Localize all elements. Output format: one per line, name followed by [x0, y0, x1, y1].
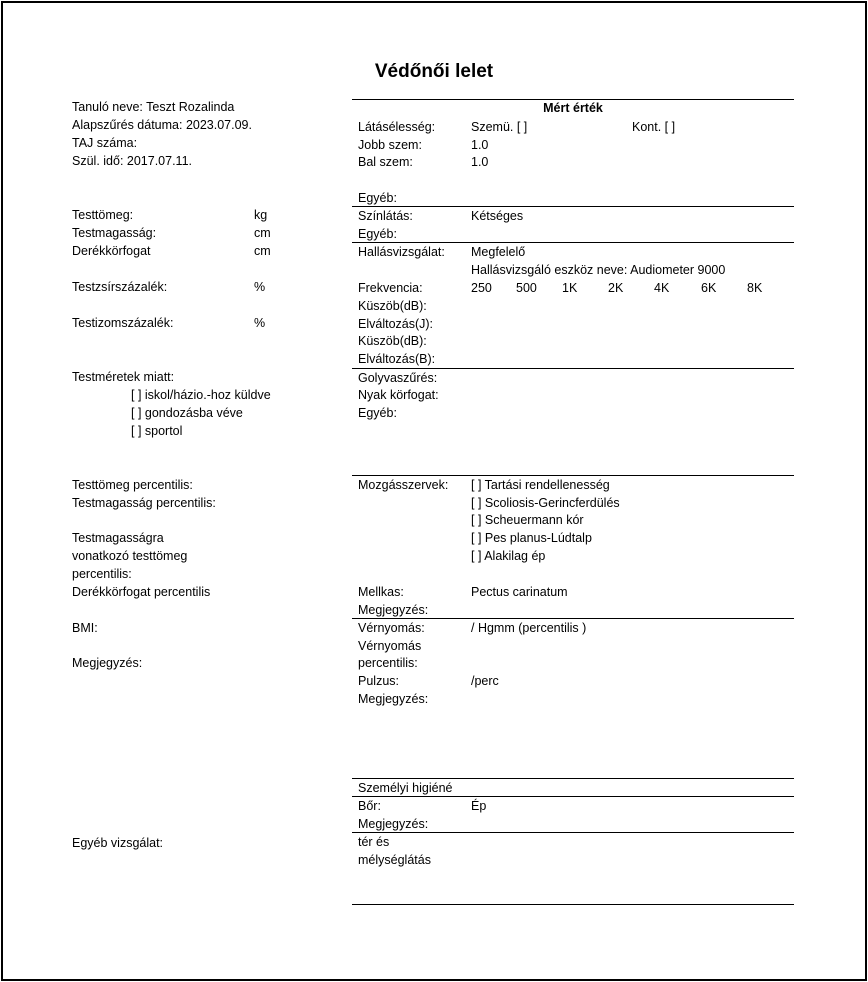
musculo-option: [ ] Tartási rendellenesség [471, 478, 610, 492]
other-exam-label: Egyéb vizsgálat: [72, 836, 164, 850]
wfh-percentile-line: vonatkozó testtömeg [72, 549, 188, 563]
musculo-option: [ ] Scoliosis-Gerincferdülés [471, 496, 620, 510]
weight-unit: kg [254, 208, 268, 222]
fat-unit: % [254, 280, 266, 294]
frequency-250: 250 [471, 281, 492, 295]
chest-label: Mellkas: [358, 585, 404, 599]
note-label: Megjegyzés: [72, 656, 143, 670]
depth-vision-line: mélységlátás [358, 853, 431, 867]
color-vision-value: Kétséges [471, 209, 524, 223]
waist-label: Derékkörfogat [72, 244, 151, 258]
frequency-4k: 4K [654, 281, 670, 295]
body-size-option: [ ] gondozásba véve [131, 406, 243, 420]
vision-contact: Kont. [ ] [632, 120, 676, 134]
birth-date: Szül. idő: 2017.07.11. [72, 154, 192, 168]
divider [352, 618, 794, 619]
waist-percentile: Derékkörfogat percentilis [72, 585, 211, 599]
body-size-heading: Testméretek miatt: [72, 370, 175, 384]
body-size-option: [ ] iskol/házio.-hoz küldve [131, 388, 271, 402]
weight-percentile: Testtömeg percentilis: [72, 478, 193, 492]
vision-other: Egyéb: [358, 191, 397, 205]
skin-note: Megjegyzés: [358, 817, 429, 831]
change-left: Elváltozás(B): [358, 352, 436, 366]
hearing-value: Megfelelő [471, 245, 526, 259]
pulse-value: /perc [471, 674, 499, 688]
divider [352, 796, 794, 797]
divider [352, 99, 794, 100]
muscle-unit: % [254, 316, 266, 330]
pulse-label: Pulzus: [358, 674, 399, 688]
threshold-right: Küszöb(dB): [358, 299, 427, 313]
body-size-option: [ ] sportol [131, 424, 183, 438]
right-eye-value: 1.0 [471, 138, 489, 152]
neck-label: Nyak körfogat: [358, 388, 439, 402]
depth-vision-line: tér és [358, 835, 390, 849]
wfh-percentile-line: percentilis: [72, 567, 132, 581]
chest-value: Pectus carinatum [471, 585, 568, 599]
weight-label: Testtömeg: [72, 208, 134, 222]
divider [352, 242, 794, 243]
fat-label: Testzsírszázalék: [72, 280, 168, 294]
color-vision-other: Egyéb: [358, 227, 397, 241]
frequency-label: Frekvencia: [358, 281, 423, 295]
wfh-percentile-line: Testmagasságra [72, 531, 164, 545]
left-eye-value: 1.0 [471, 155, 489, 169]
hygiene-heading: Személyi higiéné [358, 781, 453, 795]
vision-glasses: Szemü. [ ] [471, 120, 528, 134]
divider [352, 778, 794, 779]
right-eye-label: Jobb szem: [358, 138, 422, 152]
bp-percentile-line: Vérnyomás [358, 639, 422, 653]
height-percentile: Testmagasság percentilis: [72, 496, 216, 510]
blood-pressure-value: / Hgmm (percentilis ) [471, 621, 587, 635]
goiter-label: Golyvaszűrés: [358, 371, 438, 385]
frequency-1k: 1K [562, 281, 578, 295]
bmi-label: BMI: [72, 621, 98, 635]
screening-date: Alapszűrés dátuma: 2023.07.09. [72, 118, 252, 132]
musculo-option: [ ] Alakilag ép [471, 549, 546, 563]
divider [352, 368, 794, 369]
frequency-6k: 6K [701, 281, 717, 295]
color-vision-label: Színlátás: [358, 209, 413, 223]
musculo-option: [ ] Scheuermann kór [471, 513, 584, 527]
left-eye-label: Bal szem: [358, 155, 413, 169]
frequency-8k: 8K [747, 281, 763, 295]
goiter-other: Egyéb: [358, 406, 397, 420]
threshold-left: Küszöb(dB): [358, 334, 427, 348]
blood-pressure-label: Vérnyomás: [358, 621, 425, 635]
vision-label: Látásélesség: [358, 120, 436, 134]
skin-value: Ép [471, 799, 487, 813]
muscle-label: Testizomszázalék: [72, 316, 174, 330]
frequency-500: 500 [516, 281, 537, 295]
bp-percentile-line: percentilis: [358, 656, 418, 670]
frequency-2k: 2K [608, 281, 624, 295]
student-name: Tanuló neve: Teszt Rozalinda [72, 100, 235, 114]
musculo-option: [ ] Pes planus-Lúdtalp [471, 531, 592, 545]
skin-label: Bőr: [358, 799, 381, 813]
document-title: Védőnői lelet [374, 61, 494, 82]
change-right: Elváltozás(J): [358, 317, 434, 331]
height-unit: cm [254, 226, 271, 240]
divider [352, 904, 794, 905]
divider [352, 475, 794, 476]
height-label: Testmagasság: [72, 226, 157, 240]
hearing-label: Hallásvizsgálat: [358, 245, 445, 259]
pulse-note: Megjegyzés: [358, 692, 429, 706]
hearing-device: Hallásvizsgáló eszköz neve: Audiometer 9000 [471, 263, 726, 277]
waist-unit: cm [254, 244, 271, 258]
musculo-label: Mozgásszervek: [358, 478, 449, 492]
divider [352, 206, 794, 207]
taj-number: TAJ száma: [72, 136, 138, 150]
measured-value-header: Mért érték [543, 101, 603, 115]
divider [352, 832, 794, 833]
chest-note: Megjegyzés: [358, 603, 429, 617]
